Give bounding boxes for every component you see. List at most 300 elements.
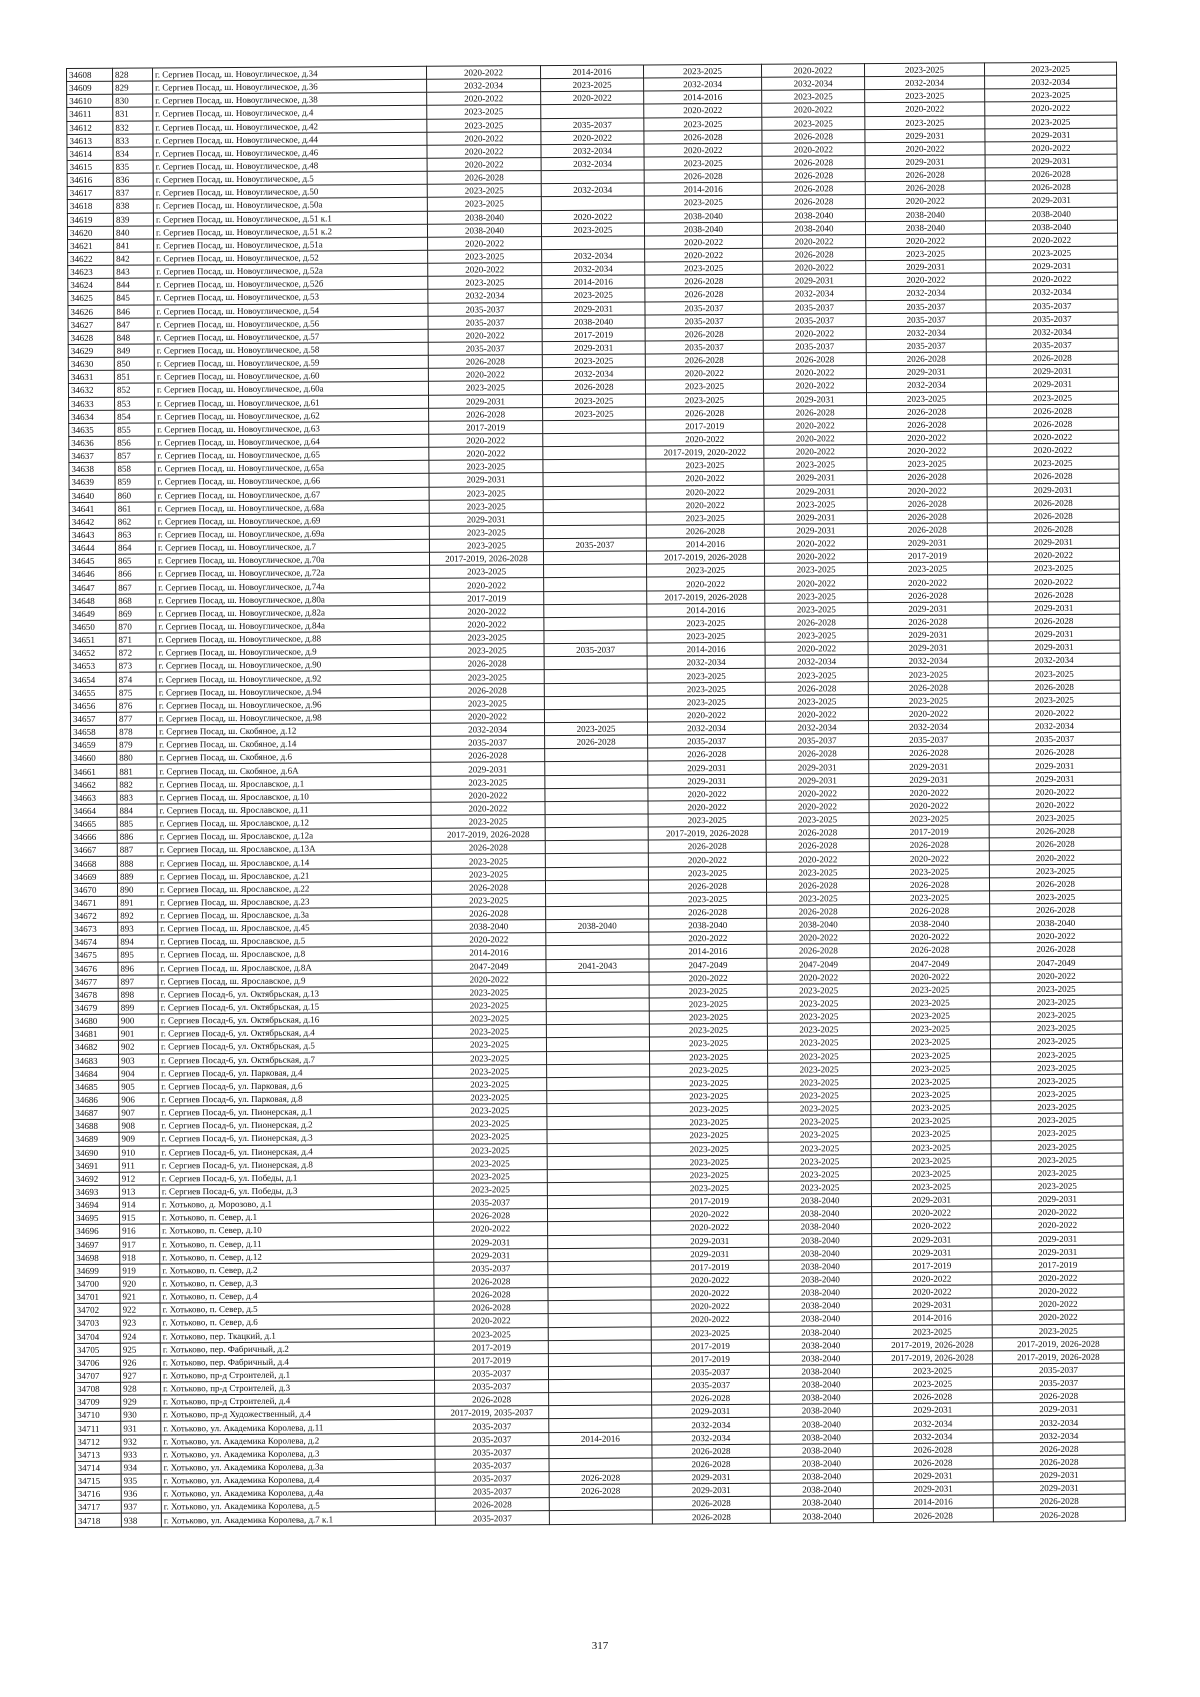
registry-number-cell: 34624	[68, 278, 114, 291]
period-col-5-cell: 2023-2025	[865, 115, 985, 129]
address-cell: г. Сергиев Посад, ш. Новоуглическое, д.92	[156, 671, 430, 686]
address-cell: г. Сергиев Посад, ш. Новоуглическое, д.66	[155, 474, 429, 489]
address-cell: г. Сергиев Посад-6, ул. Октябрьская, д.7	[159, 1052, 433, 1067]
address-cell: г. Сергиев Посад, ш. Новоуглическое, д.84а	[156, 618, 430, 633]
row-number-cell: 845	[114, 291, 154, 304]
period-col-6-cell: 2020-2022	[987, 430, 1119, 444]
address-cell: г. Сергиев Посад, ш. Новоуглическое, д.69а	[155, 526, 429, 541]
registry-number-cell: 34712	[75, 1435, 121, 1448]
row-number-cell: 892	[118, 909, 158, 922]
period-col-1-cell: 2020-2022	[427, 158, 541, 172]
period-col-6-cell: 2029-2031	[989, 759, 1121, 773]
registry-number-cell: 34642	[69, 515, 115, 528]
period-col-6-cell: 2026-2028	[987, 469, 1119, 483]
period-col-6-cell: 2029-2031	[986, 364, 1118, 378]
address-cell: г. Сергиев Посад, ш. Новоуглическое, д.67	[155, 487, 429, 502]
registry-number-cell: 34702	[74, 1303, 120, 1316]
registry-number-cell: 34691	[73, 1159, 119, 1172]
period-col-4-cell: 2023-2025	[768, 1075, 871, 1089]
period-col-1-cell: 2020-2022	[430, 578, 544, 592]
period-col-6-cell: 2023-2025	[990, 1034, 1122, 1048]
period-col-1-cell: 2017-2019	[429, 420, 543, 434]
period-col-4-cell: 2020-2022	[764, 418, 867, 432]
period-col-4-cell: 2038-2040	[770, 1443, 873, 1457]
registry-number-cell: 34611	[67, 108, 113, 121]
period-col-3-cell: 2035-2037	[645, 301, 763, 315]
registry-number-cell: 34717	[75, 1501, 121, 1514]
period-col-5-cell: 2023-2025	[871, 1140, 991, 1154]
row-number-cell: 863	[115, 528, 155, 541]
period-col-1-cell: 2014-2016	[432, 946, 546, 960]
row-number-cell: 848	[114, 331, 154, 344]
registry-number-cell: 34679	[72, 1001, 118, 1014]
address-cell: г. Сергиев Посад, ш. Ярославское, д.23	[158, 894, 432, 909]
period-col-6-cell: 2026-2028	[987, 404, 1119, 418]
address-cell: г. Сергиев Посад, ш. Новоуглическое, д.46	[153, 145, 427, 160]
address-cell: г. Сергиев Посад, ш. Новоуглическое, д.96	[156, 697, 430, 712]
period-col-1-cell: 2029-2031	[429, 512, 543, 526]
row-number-cell: 860	[115, 488, 155, 501]
row-number-cell: 839	[113, 213, 153, 226]
period-col-5-cell: 2023-2025	[866, 247, 986, 261]
row-number-cell: 913	[119, 1185, 159, 1198]
period-col-2-cell	[548, 1300, 651, 1314]
period-col-2-cell	[543, 459, 646, 473]
period-col-6-cell: 2029-2031	[985, 128, 1117, 142]
row-number-cell: 912	[119, 1172, 159, 1185]
period-col-3-cell: 2023-2025	[649, 997, 767, 1011]
period-col-3-cell: 2014-2016	[647, 603, 765, 617]
registry-number-cell: 34616	[67, 173, 113, 186]
period-col-3-cell: 2020-2022	[646, 472, 764, 486]
row-number-cell: 915	[119, 1211, 159, 1224]
row-number-cell: 879	[117, 738, 157, 751]
period-col-4-cell: 2038-2040	[770, 1483, 873, 1497]
period-col-2-cell	[545, 880, 648, 894]
period-col-2-cell: 2023-2025	[543, 393, 646, 407]
row-number-cell: 877	[116, 712, 156, 725]
period-col-6-cell: 2038-2040	[985, 220, 1117, 234]
period-col-5-cell: 2026-2028	[867, 510, 987, 524]
period-col-2-cell	[545, 827, 648, 841]
period-col-5-cell: 2020-2022	[870, 930, 990, 944]
period-col-6-cell: 2023-2025	[991, 1087, 1123, 1101]
period-col-6-cell: 2026-2028	[989, 824, 1121, 838]
period-col-4-cell: 2020-2022	[767, 970, 870, 984]
period-col-6-cell: 2029-2031	[992, 1245, 1124, 1259]
period-col-3-cell: 2023-2025	[648, 813, 766, 827]
period-col-1-cell: 2029-2031	[429, 473, 543, 487]
period-col-1-cell: 2035-2037	[428, 315, 542, 329]
period-col-3-cell: 2023-2025	[650, 1115, 768, 1129]
address-cell: г. Сергиев Посад-6, ул. Пионерская, д.4	[159, 1144, 433, 1159]
period-col-2-cell	[545, 801, 648, 815]
period-col-1-cell: 2020-2022	[428, 328, 542, 342]
period-col-6-cell: 2023-2025	[991, 1153, 1123, 1167]
period-col-1-cell: 2023-2025	[433, 1104, 547, 1118]
period-col-2-cell	[546, 972, 649, 986]
address-cell: г. Хотьково, пер. Фабричный, д.2	[160, 1341, 434, 1356]
period-col-5-cell: 2026-2028	[865, 168, 985, 182]
registry-number-cell: 34707	[74, 1369, 120, 1382]
period-col-1-cell: 2035-2037	[428, 302, 542, 316]
period-col-6-cell: 2029-2031	[988, 601, 1120, 615]
period-col-5-cell: 2023-2025	[865, 89, 985, 103]
address-cell: г. Хотьково, п. Север, д.2	[160, 1262, 434, 1277]
period-col-5-cell: 2026-2028	[873, 1443, 993, 1457]
period-col-4-cell: 2020-2022	[763, 234, 866, 248]
period-col-6-cell: 2029-2031	[989, 772, 1121, 786]
period-col-4-cell: 2020-2022	[762, 142, 865, 156]
row-number-cell: 870	[116, 620, 156, 633]
period-col-4-cell: 2023-2025	[767, 997, 870, 1011]
period-col-5-cell: 2020-2022	[872, 1285, 992, 1299]
registry-number-cell: 34620	[67, 226, 113, 239]
period-col-6-cell: 2026-2028	[993, 1442, 1125, 1456]
period-col-5-cell: 2014-2016	[872, 1311, 992, 1325]
period-col-6-cell: 2020-2022	[991, 1205, 1123, 1219]
period-col-3-cell: 2023-2025	[647, 669, 765, 683]
registry-number-cell: 34696	[74, 1225, 120, 1238]
period-col-1-cell: 2023-2025	[430, 565, 544, 579]
period-col-5-cell: 2014-2016	[873, 1495, 993, 1509]
period-col-1-cell: 2032-2034	[428, 289, 542, 303]
period-col-2-cell	[546, 1024, 649, 1038]
period-col-5-cell: 2020-2022	[871, 1206, 991, 1220]
row-number-cell: 918	[120, 1251, 160, 1264]
period-col-2-cell: 2041-2043	[546, 959, 649, 973]
period-col-5-cell: 2017-2019	[867, 549, 987, 563]
period-col-6-cell: 2029-2031	[986, 259, 1118, 273]
row-number-cell: 880	[117, 751, 157, 764]
period-col-5-cell: 2026-2028	[869, 878, 989, 892]
period-col-1-cell: 2035-2037	[435, 1472, 549, 1486]
period-col-3-cell: 2014-2016	[644, 183, 762, 197]
period-col-5-cell: 2020-2022	[869, 786, 989, 800]
period-col-6-cell: 2026-2028	[985, 167, 1117, 181]
period-col-6-cell: 2026-2028	[993, 1389, 1125, 1403]
registry-number-cell: 34699	[74, 1264, 120, 1277]
row-number-cell: 883	[117, 791, 157, 804]
period-col-3-cell: 2017-2019, 2026-2028	[646, 550, 764, 564]
period-col-3-cell: 2026-2028	[644, 169, 762, 183]
period-col-2-cell	[547, 1156, 650, 1170]
period-col-1-cell: 2029-2031	[434, 1248, 548, 1262]
period-col-4-cell: 2032-2034	[762, 77, 865, 91]
period-col-2-cell	[548, 1353, 651, 1367]
period-col-1-cell: 2035-2037	[428, 342, 542, 356]
address-cell: г. Хотьково, п. Север, д.11	[160, 1236, 434, 1251]
address-cell: г. Сергиев Посад-6, ул. Парковая, д.6	[159, 1078, 433, 1093]
period-col-4-cell: 2023-2025	[767, 983, 870, 997]
period-col-6-cell: 2023-2025	[991, 1100, 1123, 1114]
period-col-2-cell	[543, 525, 646, 539]
period-col-3-cell: 2023-2025	[650, 1089, 768, 1103]
address-cell: г. Сергиев Посад-6, ул. Пионерская, д.8	[159, 1157, 433, 1172]
period-col-3-cell: 2035-2037	[648, 734, 766, 748]
row-number-cell: 882	[117, 778, 157, 791]
period-col-4-cell: 2026-2028	[766, 747, 869, 761]
period-col-3-cell: 2023-2025	[647, 629, 765, 643]
registry-number-cell: 34629	[68, 344, 114, 357]
period-col-4-cell: 2023-2025	[765, 668, 868, 682]
address-cell: г. Сергиев Посад, ш. Ярославское, д.5	[158, 934, 432, 949]
period-col-5-cell: 2032-2034	[866, 378, 986, 392]
period-col-6-cell: 2023-2025	[990, 982, 1122, 996]
period-col-1-cell: 2020-2022	[426, 66, 540, 80]
period-col-6-cell: 2017-2019	[992, 1258, 1124, 1272]
registry-number-cell: 34641	[69, 502, 115, 515]
row-number-cell: 861	[115, 502, 155, 515]
period-col-1-cell: 2023-2025	[427, 105, 541, 119]
row-number-cell: 926	[120, 1356, 160, 1369]
row-number-cell: 829	[113, 81, 153, 94]
period-col-3-cell: 2023-2025	[643, 64, 761, 78]
period-col-6-cell: 2020-2022	[989, 785, 1121, 799]
row-number-cell: 899	[118, 1001, 158, 1014]
period-col-1-cell: 2020-2022	[427, 144, 541, 158]
period-col-4-cell: 2038-2040	[770, 1430, 873, 1444]
period-col-5-cell: 2026-2028	[869, 746, 989, 760]
address-cell: г. Сергиев Посад-6, ул. Победы, д.1	[159, 1170, 433, 1185]
period-col-6-cell: 2020-2022	[987, 443, 1119, 457]
period-col-5-cell: 2020-2022	[867, 483, 987, 497]
address-cell: г. Сергиев Посад-6, ул. Пионерская, д.2	[159, 1118, 433, 1133]
registry-number-cell: 34623	[68, 265, 114, 278]
period-col-1-cell: 2026-2028	[435, 1498, 549, 1512]
period-col-5-cell: 2026-2028	[867, 497, 987, 511]
period-col-4-cell: 2026-2028	[762, 169, 865, 183]
period-col-6-cell: 2023-2025	[988, 561, 1120, 575]
period-col-6-cell: 2026-2028	[993, 1455, 1125, 1469]
registry-number-cell: 34700	[74, 1277, 120, 1290]
period-col-2-cell	[547, 1208, 650, 1222]
period-col-3-cell: 2020-2022	[649, 932, 767, 946]
period-col-3-cell: 2020-2022	[651, 1273, 769, 1287]
period-col-3-cell: 2026-2028	[652, 1457, 770, 1471]
address-cell: г. Сергиев Посад, ш. Новоуглическое, д.80а	[156, 592, 430, 607]
period-col-5-cell: 2023-2025	[871, 1114, 991, 1128]
period-col-3-cell: 2026-2028	[652, 1497, 770, 1511]
registry-number-cell: 34615	[67, 160, 113, 173]
period-col-5-cell: 2026-2028	[870, 904, 990, 918]
row-number-cell: 856	[115, 436, 155, 449]
registry-number-cell: 34692	[73, 1172, 119, 1185]
period-col-1-cell: 2023-2025	[431, 867, 545, 881]
period-col-4-cell: 2023-2025	[768, 1154, 871, 1168]
period-col-4-cell: 2020-2022	[766, 786, 869, 800]
row-number-cell: 873	[116, 659, 156, 672]
period-col-5-cell: 2023-2025	[869, 812, 989, 826]
period-col-6-cell: 2029-2031	[988, 640, 1120, 654]
registry-number-cell: 34677	[72, 975, 118, 988]
row-number-cell: 922	[120, 1303, 160, 1316]
address-cell: г. Хотьково, п. Север, д.3	[160, 1275, 434, 1290]
registry-number-cell: 34671	[72, 896, 118, 909]
period-col-4-cell: 2023-2025	[768, 1102, 871, 1116]
registry-number-cell: 34628	[68, 331, 114, 344]
period-col-3-cell: 2029-2031	[651, 1247, 769, 1261]
period-col-1-cell: 2029-2031	[434, 1235, 548, 1249]
period-col-6-cell: 2026-2028	[989, 837, 1121, 851]
period-col-3-cell: 2029-2031	[652, 1483, 770, 1497]
period-col-6-cell: 2023-2025	[991, 1048, 1123, 1062]
row-number-cell: 835	[113, 160, 153, 173]
period-col-2-cell	[543, 485, 646, 499]
period-col-3-cell: 2029-2031	[652, 1470, 770, 1484]
period-col-4-cell: 2020-2022	[765, 576, 868, 590]
period-col-2-cell	[541, 104, 644, 118]
period-col-5-cell: 2023-2025	[870, 891, 990, 905]
period-col-2-cell	[547, 1090, 650, 1104]
row-number-cell: 898	[118, 988, 158, 1001]
period-col-6-cell: 2026-2028	[987, 509, 1119, 523]
period-col-3-cell: 2023-2025	[650, 1050, 768, 1064]
period-col-2-cell	[548, 1274, 651, 1288]
period-col-5-cell: 2035-2037	[866, 339, 986, 353]
address-cell: г. Сергиев Посад, ш. Ярославское, д.12а	[157, 828, 431, 843]
period-col-2-cell	[548, 1326, 651, 1340]
period-col-4-cell: 2023-2025	[767, 1036, 870, 1050]
period-col-2-cell: 2026-2028	[545, 735, 648, 749]
period-col-5-cell: 2020-2022	[870, 970, 990, 984]
period-col-2-cell: 2023-2025	[541, 223, 644, 237]
period-col-3-cell: 2035-2037	[645, 314, 763, 328]
period-col-4-cell: 2020-2022	[764, 550, 867, 564]
period-col-4-cell: 2035-2037	[763, 340, 866, 354]
row-number-cell: 834	[113, 147, 153, 160]
period-col-3-cell: 2023-2025	[644, 156, 762, 170]
period-col-1-cell: 2023-2025	[427, 197, 541, 211]
period-col-3-cell: 2026-2028	[645, 288, 763, 302]
address-cell: г. Сергиев Посад, ш. Новоуглическое, д.58	[154, 342, 428, 357]
row-number-cell: 923	[120, 1316, 160, 1329]
period-col-3-cell: 2023-2025	[649, 984, 767, 998]
row-number-cell: 866	[116, 567, 156, 580]
period-col-2-cell	[545, 814, 648, 828]
row-number-cell: 838	[113, 199, 153, 212]
period-col-4-cell: 2032-2034	[763, 287, 866, 301]
period-col-5-cell: 2023-2025	[870, 983, 990, 997]
period-col-3-cell: 2023-2025	[645, 261, 763, 275]
period-col-4-cell: 2023-2025	[762, 90, 865, 104]
period-col-6-cell: 2023-2025	[991, 1074, 1123, 1088]
row-number-cell: 937	[121, 1500, 161, 1513]
period-col-6-cell: 2023-2025	[991, 1179, 1123, 1193]
period-col-6-cell: 2026-2028	[989, 877, 1121, 891]
period-col-4-cell: 2026-2028	[764, 405, 867, 419]
period-col-1-cell: 2023-2025	[429, 539, 543, 553]
address-cell: г. Сергиев Посад, ш. Новоуглическое, д.60а	[154, 382, 428, 397]
period-col-3-cell: 2020-2022	[651, 1286, 769, 1300]
period-col-5-cell: 2029-2031	[868, 628, 988, 642]
row-number-cell: 929	[121, 1395, 161, 1408]
period-col-2-cell: 2026-2028	[549, 1471, 652, 1485]
period-col-5-cell: 2032-2034	[873, 1416, 993, 1430]
period-col-5-cell: 2023-2025	[868, 694, 988, 708]
period-col-3-cell: 2023-2025	[648, 866, 766, 880]
row-number-cell: 884	[117, 804, 157, 817]
period-col-1-cell: 2023-2025	[428, 250, 542, 264]
period-col-6-cell: 2020-2022	[985, 102, 1117, 116]
period-col-4-cell: 2029-2031	[764, 524, 867, 538]
period-col-4-cell: 2035-2037	[763, 313, 866, 327]
row-number-cell: 853	[115, 396, 155, 409]
period-col-6-cell: 2020-2022	[992, 1310, 1124, 1324]
address-cell: г. Сергиев Посад, ш. Новоуглическое, д.51 к.1	[153, 211, 427, 226]
period-col-4-cell: 2020-2022	[761, 64, 864, 78]
period-col-1-cell: 2032-2034	[431, 723, 545, 737]
period-col-5-cell: 2029-2031	[869, 759, 989, 773]
period-col-5-cell: 2023-2025	[868, 667, 988, 681]
period-col-6-cell: 2032-2034	[993, 1429, 1125, 1443]
registry-number-cell: 34610	[67, 94, 113, 107]
period-col-6-cell: 2032-2034	[986, 325, 1118, 339]
period-col-3-cell: 2020-2022	[645, 248, 763, 262]
period-col-5-cell: 2023-2025	[871, 1048, 991, 1062]
registry-number-cell: 34625	[68, 292, 114, 305]
period-col-1-cell: 2023-2025	[434, 1327, 548, 1341]
period-col-2-cell	[547, 1103, 650, 1117]
period-col-4-cell: 2023-2025	[764, 497, 867, 511]
period-col-5-cell: 2023-2025	[871, 1127, 991, 1141]
registry-number-cell: 34694	[73, 1198, 119, 1211]
period-col-5-cell: 2035-2037	[869, 733, 989, 747]
period-col-6-cell: 2020-2022	[988, 706, 1120, 720]
period-col-4-cell: 2023-2025	[768, 1115, 871, 1129]
address-cell: г. Сергиев Посад, ш. Новоуглическое, д.5	[153, 171, 427, 186]
period-col-5-cell: 2029-2031	[873, 1403, 993, 1417]
period-col-4-cell: 2023-2025	[766, 865, 869, 879]
period-col-4-cell: 2038-2040	[768, 1194, 871, 1208]
period-col-4-cell: 2038-2040	[770, 1391, 873, 1405]
address-cell: г. Хотьково, п. Север, д.1	[159, 1210, 433, 1225]
period-col-6-cell: 2023-2025	[990, 995, 1122, 1009]
registry-number-cell: 34687	[73, 1106, 119, 1119]
period-col-4-cell: 2038-2040	[769, 1259, 872, 1273]
period-col-4-cell: 2038-2040	[770, 1457, 873, 1471]
period-col-3-cell: 2020-2022	[645, 235, 763, 249]
period-col-2-cell: 2035-2037	[541, 118, 644, 132]
period-col-4-cell: 2026-2028	[767, 905, 870, 919]
period-col-6-cell: 2023-2025	[988, 667, 1120, 681]
period-col-1-cell: 2035-2037	[434, 1366, 548, 1380]
period-col-3-cell: 2020-2022	[649, 971, 767, 985]
row-number-cell: 832	[113, 121, 153, 134]
row-number-cell: 872	[116, 646, 156, 659]
period-col-5-cell: 2029-2031	[866, 365, 986, 379]
row-number-cell: 841	[114, 239, 154, 252]
period-col-2-cell	[546, 893, 649, 907]
address-cell: г. Сергиев Посад, ш. Новоуглическое, д.90	[156, 658, 430, 673]
registry-number-cell: 34672	[72, 909, 118, 922]
period-col-2-cell	[543, 551, 646, 565]
address-cell: г. Сергиев Посад, ш. Новоуглическое, д.54	[154, 303, 428, 318]
period-col-3-cell: 2023-2025	[651, 1326, 769, 1340]
period-col-2-cell	[544, 577, 647, 591]
period-col-1-cell: 2020-2022	[432, 972, 546, 986]
period-col-2-cell: 2023-2025	[543, 407, 646, 421]
period-col-4-cell: 2023-2025	[765, 694, 868, 708]
address-cell: г. Хотьково, пр-д Строителей, д.4	[161, 1393, 435, 1408]
period-col-6-cell: 2017-2019, 2026-2028	[992, 1350, 1124, 1364]
registry-number-cell: 34710	[75, 1409, 121, 1422]
registry-number-cell: 34662	[71, 778, 117, 791]
row-number-cell: 938	[121, 1513, 161, 1526]
period-col-2-cell	[548, 1221, 651, 1235]
period-col-2-cell	[547, 1182, 650, 1196]
period-col-5-cell: 2023-2025	[871, 1075, 991, 1089]
